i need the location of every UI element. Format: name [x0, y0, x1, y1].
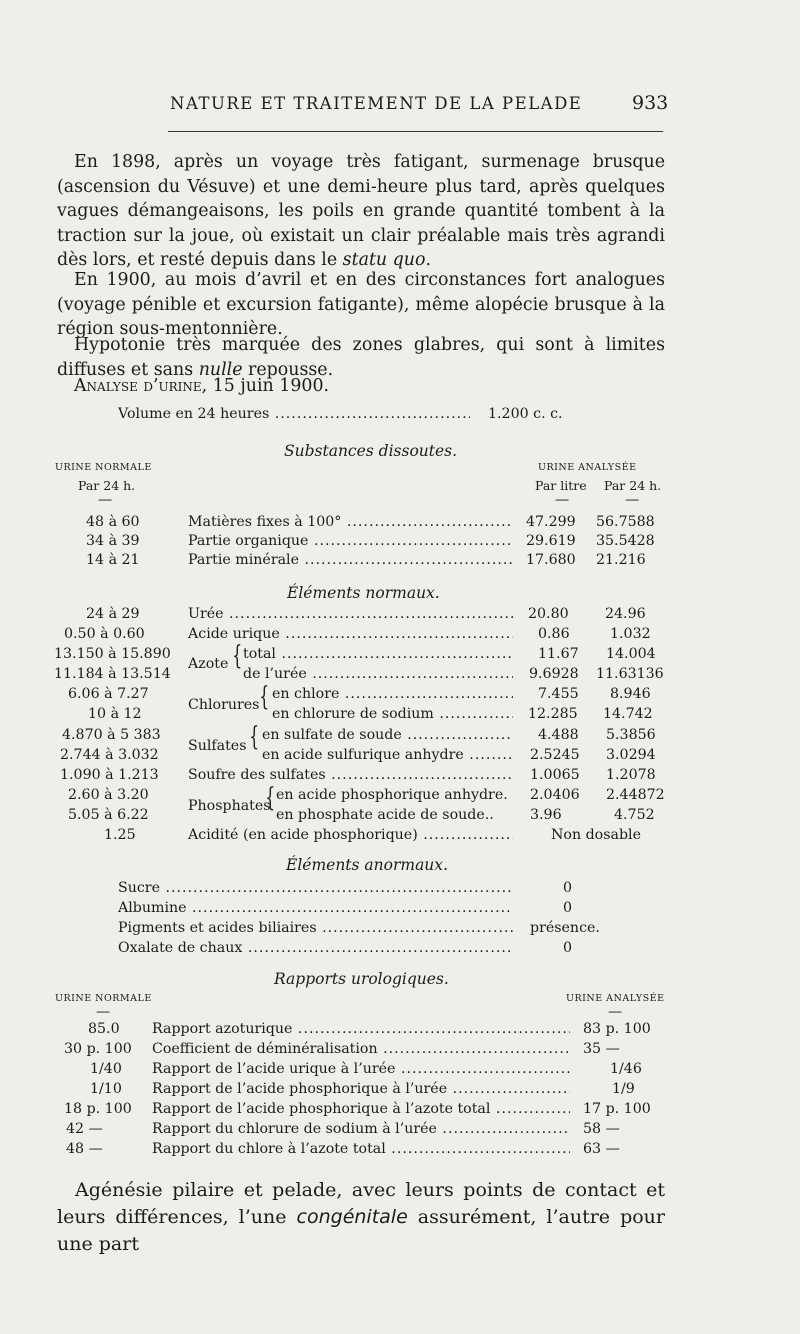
row-label: Rapport de l’acide phosphorique à l’azote total .....: [152, 1101, 570, 1117]
row-label: en chlorure de sodium .....: [272, 706, 513, 722]
dash: —: [555, 492, 570, 508]
paragraph-text: repousse.: [242, 359, 334, 380]
brace-icon: {: [265, 783, 276, 813]
analysis-date: , 15 juin 1900.: [201, 376, 330, 396]
normal-value: 42 —: [66, 1121, 103, 1137]
paragraph-1900: [57, 268, 665, 342]
group-label-phosphates: Phosphates: [188, 798, 271, 814]
group-label-sulfates: Sulfates: [188, 738, 247, 754]
normal-value: 48 —: [66, 1141, 103, 1157]
row-value: 58 —: [583, 1121, 620, 1137]
row-label: Rapport du chlorure de sodium à l’urée .....: [152, 1121, 570, 1137]
normal-value: 2.744 à 3.032: [60, 747, 159, 763]
row-label: Partie minérale .....: [188, 552, 513, 568]
value-per-litre: 2.0406: [530, 787, 580, 803]
row-label: en sulfate de soude .....: [262, 727, 513, 743]
section-title-substances: Substances dissoutes.: [284, 442, 458, 460]
dash: —: [625, 492, 640, 508]
normal-value: 24 à 29: [86, 606, 140, 622]
value-per-litre: 29.619: [526, 533, 576, 549]
normal-value: 6.06 à 7.27: [68, 686, 149, 702]
volume-value: 1.200 c. c.: [488, 406, 563, 422]
value-per-day: 56.7588: [596, 514, 655, 530]
row-label: en chlore .....: [272, 686, 513, 702]
paragraph-text: Hypotonie très marquée des zones glabres, qui sont à limites diffuses et sans: [57, 335, 665, 380]
paragraph-text: assurément, l’autre pour une part: [57, 1206, 665, 1255]
row-label: en acide sulfurique anhydre .....: [262, 747, 513, 763]
normal-value: 10 à 12: [88, 706, 142, 722]
emphasis: nulle: [198, 359, 243, 380]
value-per-litre: 20.80: [528, 606, 569, 622]
value-per-day: 1.032: [610, 626, 651, 642]
normal-value: 2.60 à 3.20: [68, 787, 149, 803]
paragraph-text: En 1900, au mois d’avril et en des circonstances fort analogues (voyage pénible et excursion fatigante), même alopécie brusque à la région sous-mentonnière.: [57, 270, 665, 339]
row-label: Acide urique .....: [188, 626, 513, 642]
page-number: 933: [632, 92, 669, 114]
value-per-day: 24.96: [605, 606, 646, 622]
value-per-litre: 12.285: [528, 706, 578, 722]
row-value: 35 —: [583, 1041, 620, 1057]
value-per-litre: 7.455: [538, 686, 579, 702]
normal-value: 1/40: [90, 1061, 122, 1077]
section-title-anormaux: Éléments anormaux.: [286, 856, 448, 874]
row-label: Acidité (en acide phosphorique) .....: [188, 827, 513, 843]
normal-value: 0.50 à 0.60: [64, 626, 145, 642]
value-per-day: 3.0294: [606, 747, 656, 763]
value-per-day: 35.5428: [596, 533, 655, 549]
col-header-urine-normale: URINE NORMALE: [55, 993, 152, 1004]
row-label: Partie organique .....: [188, 533, 513, 549]
normal-value: 5.05 à 6.22: [68, 807, 149, 823]
row-value: 83 p. 100: [583, 1021, 651, 1037]
section-title-rapports: Rapports urologiques.: [274, 970, 449, 988]
volume-label: Volume en 24 heures .....: [118, 406, 470, 422]
value-per-day: 14.004: [606, 646, 656, 662]
row-label: Pigments et acides biliaires .....: [118, 920, 513, 936]
col-header-urine-analysee: URINE ANALYSÉE: [538, 462, 637, 473]
value-per-litre: 17.680: [526, 552, 576, 568]
normal-value: 1/10: [90, 1081, 122, 1097]
row-value: 17 p. 100: [583, 1101, 651, 1117]
col-sub-par-24h-analysed: Par 24 h.: [604, 478, 662, 493]
dash: —: [98, 492, 113, 508]
value-per-litre: 47.299: [526, 514, 576, 530]
row-label: Urée .....: [188, 606, 513, 622]
value-per-litre: 11.67: [538, 646, 579, 662]
value-per-litre: 9.6928: [529, 666, 579, 682]
value-per-litre: 4.488: [538, 727, 579, 743]
running-title: NATURE ET TRAITEMENT DE LA PELADE: [170, 94, 583, 113]
row-value: 1/9: [612, 1081, 635, 1097]
normal-value: 48 à 60: [86, 514, 140, 530]
row-label: Oxalate de chaux .....: [118, 940, 513, 956]
row-value: présence.: [530, 920, 600, 936]
normal-value: 85.0: [88, 1021, 120, 1037]
row-label: de l’urée .....: [243, 666, 513, 682]
normal-value: 30 p. 100: [64, 1041, 132, 1057]
emphasis: congénitale: [296, 1206, 408, 1228]
dash: —: [96, 1004, 111, 1020]
dash: —: [608, 1004, 623, 1020]
brace-icon: {: [232, 641, 243, 671]
value-per-day: 8.946: [610, 686, 651, 702]
row-label: Rapport de l’acide phosphorique à l’urée .....: [152, 1081, 570, 1097]
normal-value: 1.25: [104, 827, 136, 843]
row-value: 0: [563, 900, 573, 916]
paragraph-text: En 1898, après un voyage très fatigant, surmenage brusque (ascension du Vésuve) et une demi-heure plus tard, après quelques vagues démangeaisons, les poils en grande quantité tombent à la traction sur la joue, où existait un clair préalable mais très agrandi dès lors, et resté depuis dans le: [57, 152, 665, 270]
paragraph-analyse: [57, 374, 665, 399]
row-label: Rapport azoturique .....: [152, 1021, 570, 1037]
row-label: en acide phosphorique anhydre.: [276, 787, 508, 803]
value-per-litre: 3.96: [530, 807, 562, 823]
row-value: 0: [563, 940, 573, 956]
value-per-day: 14.742: [603, 706, 653, 722]
paragraph-text: Agénésie pilaire et pelade, avec leurs points de contact et leurs différences, l’une: [57, 1179, 665, 1228]
value-per-day: 4.752: [614, 807, 655, 823]
row-value: 1/46: [610, 1061, 642, 1077]
group-label-chlorures: Chlorures: [188, 697, 260, 713]
brace-icon: {: [259, 682, 270, 712]
row-label: Matières fixes à 100° .....: [188, 514, 513, 530]
normal-value: 11.184 à 13.514: [54, 666, 171, 682]
value-per-day: 5.3856: [606, 727, 656, 743]
group-label-azote: Azote: [188, 656, 229, 672]
value-per-day: 2.44872: [606, 787, 665, 803]
emphasis: statu quo: [342, 250, 426, 270]
brace-icon: {: [249, 722, 260, 752]
row-label: Albumine .....: [118, 900, 513, 916]
normal-value: 1.090 à 1.213: [60, 767, 159, 783]
col-sub-par-24h: Par 24 h.: [78, 478, 136, 493]
value-per-day: 11.63136: [596, 666, 664, 682]
normal-value: 14 à 21: [86, 552, 140, 568]
col-header-urine-analysee: URINE ANALYSÉE: [566, 993, 665, 1004]
paragraph-1898: [57, 150, 665, 273]
row-label: Coefficient de déminéralisation .....: [152, 1041, 570, 1057]
col-header-urine-normale: URINE NORMALE: [55, 462, 152, 473]
paragraph-text: .: [425, 250, 431, 270]
row-value: Non dosable: [551, 827, 641, 843]
row-label: total .....: [243, 646, 513, 662]
value-per-litre: 2.5245: [530, 747, 580, 763]
value-per-day: 1.2078: [606, 767, 656, 783]
row-label: Rapport du chlore à l’azote total .....: [152, 1141, 570, 1157]
normal-value: 34 à 39: [86, 533, 140, 549]
value-per-day: 21.216: [596, 552, 646, 568]
row-label: en phosphate acide de soude..: [276, 807, 494, 823]
normal-value: 18 p. 100: [64, 1101, 132, 1117]
value-per-litre: 1.0065: [530, 767, 580, 783]
col-sub-par-litre: Par litre: [535, 478, 587, 493]
row-label: Rapport de l’acide urique à l’urée .....: [152, 1061, 570, 1077]
normal-value: 13.150 à 15.890: [54, 646, 171, 662]
header-rule: [168, 131, 663, 132]
section-title-normaux: Éléments normaux.: [287, 584, 440, 602]
closing-paragraph: [57, 1177, 665, 1258]
row-value: 0: [563, 880, 573, 896]
analysis-heading: Analyse d’urine: [74, 376, 202, 396]
row-label: Soufre des sulfates .....: [188, 767, 513, 783]
row-label: Sucre .....: [118, 880, 513, 896]
row-value: 63 —: [583, 1141, 620, 1157]
value-per-litre: 0.86: [538, 626, 570, 642]
normal-value: 4.870 à 5 383: [62, 727, 161, 743]
